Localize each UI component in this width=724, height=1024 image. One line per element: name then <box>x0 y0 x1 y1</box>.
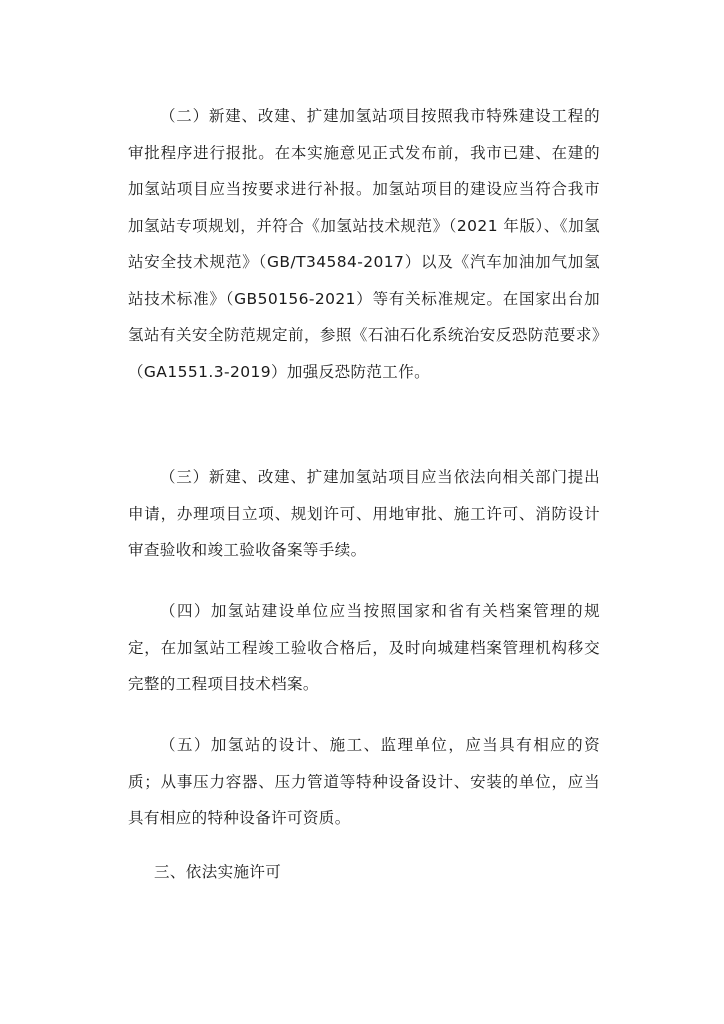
section-heading: 三、依法实施许可 <box>154 863 282 881</box>
paragraph-4: （四）加氢站建设单位应当按照国家和省有关档案管理的规定，在加氢站工程竣工验收合格后，及时向城建档案管理机构移交完整的工程项目技术档案。 <box>128 602 600 693</box>
paragraph-2: （二）新建、改建、扩建加氢站项目按照我市特殊建设工程的审批程序进行报批。在本实施意见正式发布前，我市已建、在建的加氢站项目应当按要求进行补报。加氢站项目的建设应当符合我市加氢站专项规划，并符合《加氢站技术规范》（2021 年版）、《加氢站安全技术规范》（GB/T34584-2017）以及《汽车加油加气加氢站技术标准》（GB50156-2021）等有关标准规定。在国家出台加氢站有关安全防范规定前，参照《石油石化系统治安反恐防范要求》（GA1551.3-2019）加强反恐防范工作。 <box>128 107 600 381</box>
paragraph-3: （三）新建、改建、扩建加氢站项目应当依法向相关部门提出申请，办理项目立项、规划许可、用地审批、施工许可、消防设计审查验收和竣工验收备案等手续。 <box>128 468 600 559</box>
paragraph-5: （五）加氢站的设计、施工、监理单位，应当具有相应的资质；从事压力容器、压力管道等特种设备设计、安装的单位，应当具有相应的特种设备许可资质。 <box>128 736 600 827</box>
